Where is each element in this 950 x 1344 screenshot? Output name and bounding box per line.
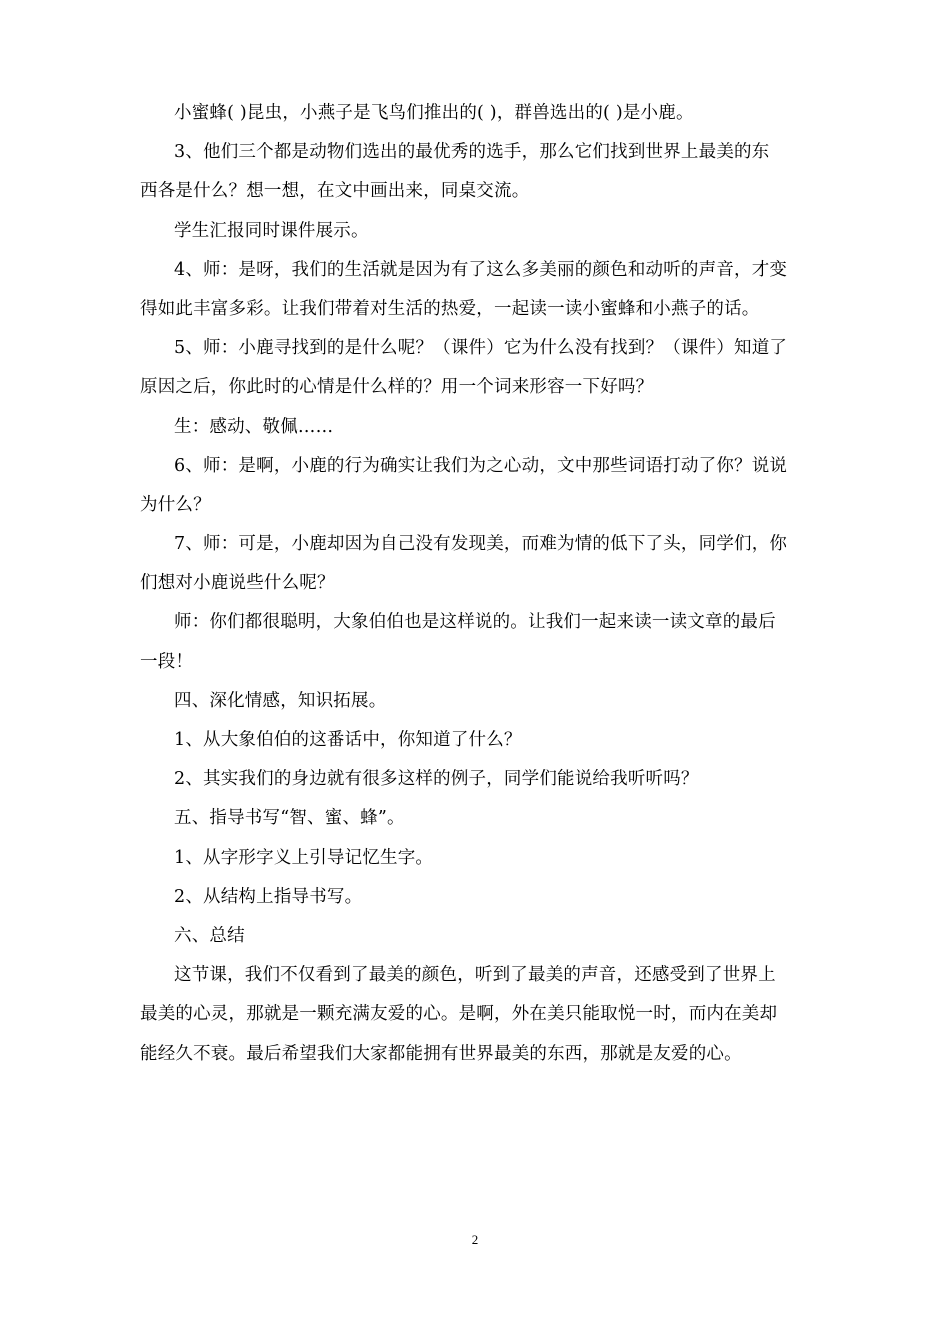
paragraph-line: 4、师：是呀，我们的生活就是因为有了这么多美丽的颜色和动听的声音，才变: [174, 259, 788, 280]
paragraph-line: 为什么？: [140, 494, 211, 515]
paragraph-line: 2、其实我们的身边就有很多这样的例子，同学们能说给我听听吗？: [174, 769, 699, 790]
paragraph-line: 能经久不衰。最后希望我们大家都能拥有世界最美的东西，那就是友爱的心。: [140, 1043, 742, 1064]
paragraph-line: 7、师：可是，小鹿却因为自己没有发现美，而难为情的低下了头，同学们，你: [174, 534, 788, 555]
body-text: [140, 94, 812, 1074]
paragraph-line: 西各是什么？想一想，在文中画出来，同桌交流。: [140, 181, 530, 202]
section-heading: 四、深化情感，知识拓展。: [174, 690, 387, 711]
paragraph-line: 原因之后，你此时的心情是什么样的？用一个词来形容一下好吗？: [140, 377, 654, 398]
paragraph-line: 学生汇报同时课件展示。: [174, 220, 369, 241]
paragraph-line: 1、从大象伯伯的这番话中，你知道了什么？: [174, 730, 522, 750]
paragraph-line: 3、他们三个都是动物们选出的最优秀的选手，那么它们找到世界上最美的东: [174, 142, 770, 163]
paragraph-line: 2、从结构上指导书写。: [174, 886, 363, 907]
section-heading: 五、指导书写“智、蜜、蜂”。: [174, 808, 405, 829]
paragraph-line: 生：感动、敬佩……: [174, 416, 334, 437]
paragraph-line: 5、师：小鹿寻找到的是什么呢？（课件）它为什么没有找到？（课件）知道了: [174, 338, 788, 359]
page-number: 2: [471, 1232, 479, 1247]
paragraph-line: 得如此丰富多彩。让我们带着对生活的热爱，一起读一读小蜜蜂和小燕子的话。: [140, 298, 760, 319]
paragraph-line: 一段！: [140, 651, 194, 672]
section-heading: 六、总结: [174, 925, 245, 946]
paragraph-line: 1、从字形字义上引导记忆生字。: [174, 847, 434, 868]
paragraph-line: 小蜜蜂( )昆虫，小燕子是飞鸟们推出的( )，群兽选出的( )是小鹿。: [174, 103, 694, 123]
paragraph-line: 们想对小鹿说些什么呢？: [140, 573, 335, 594]
paragraph-line: 6、师：是啊，小鹿的行为确实让我们为之心动，文中那些词语打动了你？说说: [174, 455, 788, 476]
paragraph-line: 最美的心灵，那就是一颗充满友爱的心。是啊，外在美只能取悦一时，而内在美却: [140, 1004, 778, 1025]
paragraph-line: 这节课，我们不仅看到了最美的颜色，听到了最美的声音，还感受到了世界上: [174, 965, 776, 986]
paragraph-line: 师：你们都很聪明，大象伯伯也是这样说的。让我们一起来读一读文章的最后: [174, 612, 776, 633]
